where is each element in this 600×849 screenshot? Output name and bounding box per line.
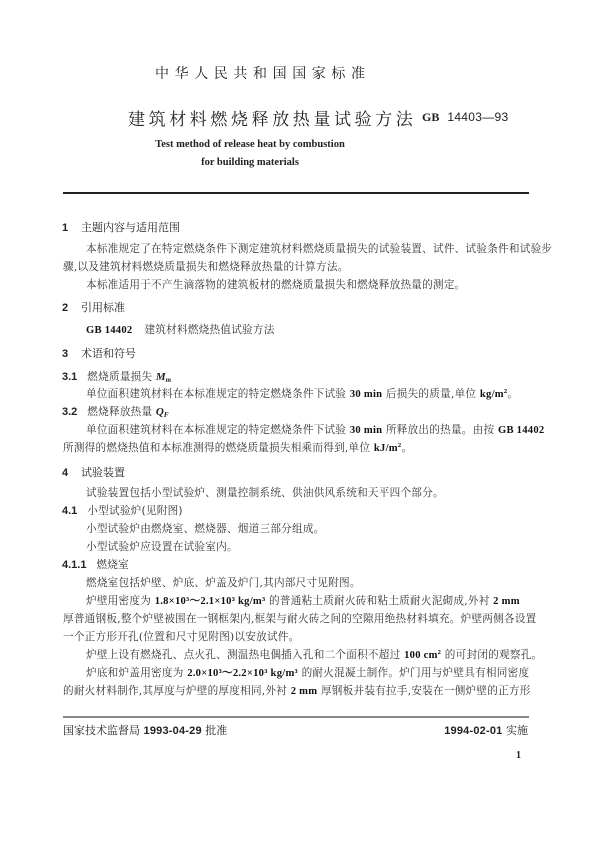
punctuation: 。: [401, 442, 413, 454]
section-2-heading: [62, 299, 125, 315]
subsection-number: 4.1: [62, 505, 78, 517]
term-3-2-definition-line-1: [86, 422, 544, 437]
header-divider: [63, 192, 529, 194]
subsection-title: 小型试验炉(见附图): [87, 505, 183, 517]
document-title: 建筑材料燃烧释放热量试验方法: [128, 110, 417, 130]
section-title: 主题内容与适用范围: [81, 221, 180, 234]
para-text: 炉底和炉盖用密度为: [86, 667, 184, 679]
approval-date: 1993-04-29: [143, 725, 202, 737]
term-name: 燃烧质量损失: [87, 371, 153, 383]
symbol-main: Q: [155, 406, 164, 418]
approval-label: 批准: [205, 724, 228, 737]
definition-text: 单位面积建筑材料在本标准规定的特定燃烧条件下试验: [86, 424, 347, 436]
effective-info: [444, 722, 528, 738]
combustion-chamber-para-2-line-2: 厚普通钢板,整个炉壁被围在一钢框架内,框架与耐火砖之间的空隙用绝热材料填充。炉壁两侧各设置: [63, 613, 537, 625]
standard-category-label: 中华人民共和国国家标准: [155, 66, 371, 82]
definition-duration: 30 min: [349, 389, 383, 400]
effective-date: 1994-02-01: [444, 725, 503, 737]
standard-code: [422, 110, 508, 125]
subsection-4-1-heading: [62, 503, 183, 518]
para-text: 的耐火混凝土制作。炉门用与炉壁具有相同密度: [301, 667, 530, 679]
definition-reference: GB 14402: [497, 425, 545, 436]
symbol-subscript: F: [163, 411, 169, 419]
section-title: 试验装置: [81, 466, 125, 479]
effective-label: 实施: [506, 724, 528, 737]
area-exponent: 2: [437, 649, 442, 656]
subsection-title: 燃烧室: [96, 559, 129, 571]
thickness-value: 2 mm: [493, 596, 520, 607]
normative-reference: [86, 322, 275, 337]
term-name: 燃烧释放热量: [87, 406, 153, 418]
reference-title: 建筑材料燃烧热值试验方法: [144, 324, 275, 336]
unit-base: kg/m: [479, 389, 504, 400]
section-title: 引用标准: [81, 301, 125, 314]
density-range: 1.8×10³～2.1×10³ kg/m³: [154, 596, 266, 607]
term-symbol: [156, 371, 171, 383]
subsection-number: 3.1: [62, 371, 78, 383]
thickness-value: 2 mm: [290, 686, 318, 697]
unit-exponent: 2: [397, 442, 402, 449]
section-1-heading: [62, 219, 180, 235]
area-base: 100 cm: [404, 650, 438, 661]
para-text: 厚钢板并装有拉手,安装在一侧炉壁的正方形: [320, 685, 531, 697]
definition-unit: [374, 443, 401, 454]
subsection-4-1-1-heading: [62, 557, 129, 572]
section-number: 4: [62, 467, 69, 479]
unit-base: kJ/m: [373, 443, 398, 454]
section-number: 2: [62, 302, 69, 314]
issuing-authority: 国家技术监督局: [63, 724, 140, 737]
english-title-line-2: for building materials: [201, 157, 299, 168]
reference-code: GB 14402: [86, 325, 133, 336]
section-1-para-2: 本标准适用于不产生滴落物的建筑板材的燃烧质量损失和燃烧释放热量的测定。: [86, 279, 466, 291]
area-value: [404, 650, 441, 661]
definition-unit: [480, 389, 507, 400]
combustion-chamber-para-3: [86, 647, 542, 662]
section-3-heading: [62, 345, 136, 361]
combustion-chamber-para-1: 燃烧室包括炉壁、炉底、炉盖及炉门,其内部尺寸见附图。: [86, 577, 361, 589]
para-text: 的普通粘土质耐火砖和粘土质耐火泥砌成,外衬: [269, 595, 490, 607]
para-text: 的可封闭的观察孔。: [444, 649, 543, 661]
standard-code-number: 14403—93: [447, 110, 509, 124]
section-4-intro: 试验装置包括小型试验炉、测量控制系统、供油供风系统和天平四个部分。: [86, 487, 444, 499]
page-number: 1: [516, 750, 521, 761]
section-1-para-1-line-2: 骤,以及建筑材料燃烧质量损失和燃烧释放热量的计算方法。: [63, 261, 349, 273]
section-title: 术语和符号: [81, 347, 136, 360]
para-text: 的耐火材料制作,其厚度与炉壁的厚度相同,外衬: [63, 685, 288, 697]
combustion-chamber-para-2-line-1: [86, 593, 520, 608]
combustion-chamber-para-2-line-3: 一个正方形开孔(位置和尺寸见附图)以安放试件。: [63, 631, 300, 643]
subsection-4-1-line-1: 小型试验炉由燃烧室、燃烧器、烟道三部分组成。: [86, 523, 325, 535]
definition-text: 后损失的质量,单位: [385, 388, 477, 400]
subsection-3-2-heading: [62, 404, 168, 419]
density-range: 2.0×10³～2.2×10³ kg/m³: [187, 668, 298, 679]
symbol-subscript: m: [165, 376, 172, 384]
definition-text: 所释放出的热量。由按: [385, 424, 495, 436]
subsection-3-1-heading: [62, 369, 171, 384]
approval-info: [63, 722, 227, 738]
section-number: 3: [62, 348, 69, 360]
definition-duration: 30 min: [349, 425, 383, 436]
section-4-heading: [62, 464, 125, 480]
combustion-chamber-para-4-line-1: [86, 665, 529, 680]
subsection-number: 3.2: [62, 406, 78, 418]
combustion-chamber-para-4-line-2: [63, 683, 531, 698]
footer-divider: [63, 716, 529, 718]
punctuation: 。: [507, 388, 519, 400]
symbol-main: M: [155, 371, 166, 383]
subsection-number: 4.1.1: [62, 559, 87, 571]
definition-text: 所测得的燃烧热值和本标准测得的燃烧质量损失相乘而得到,单位: [63, 442, 371, 454]
term-3-2-definition-line-2: [63, 440, 412, 455]
term-symbol: [156, 406, 169, 418]
unit-exponent: 2: [503, 388, 508, 395]
para-text: 炉壁用密度为: [86, 595, 152, 607]
section-number: 1: [62, 222, 69, 234]
para-text: 炉壁上设有燃烧孔、点火孔、测温热电偶插入孔和二个面积不超过: [86, 649, 401, 661]
section-1-para-1-line-1: 本标准规定了在特定燃烧条件下测定建筑材料燃烧质量损失的试验装置、试件、试验条件和试验步: [86, 243, 553, 255]
term-3-1-definition: [86, 386, 518, 401]
definition-text: 单位面积建筑材料在本标准规定的特定燃烧条件下试验: [86, 388, 347, 400]
subsection-4-1-line-2: 小型试验炉应设置在试验室内。: [86, 541, 238, 553]
standard-code-prefix: GB: [422, 110, 440, 124]
english-title-line-1: Test method of release heat by combustion: [155, 139, 345, 150]
